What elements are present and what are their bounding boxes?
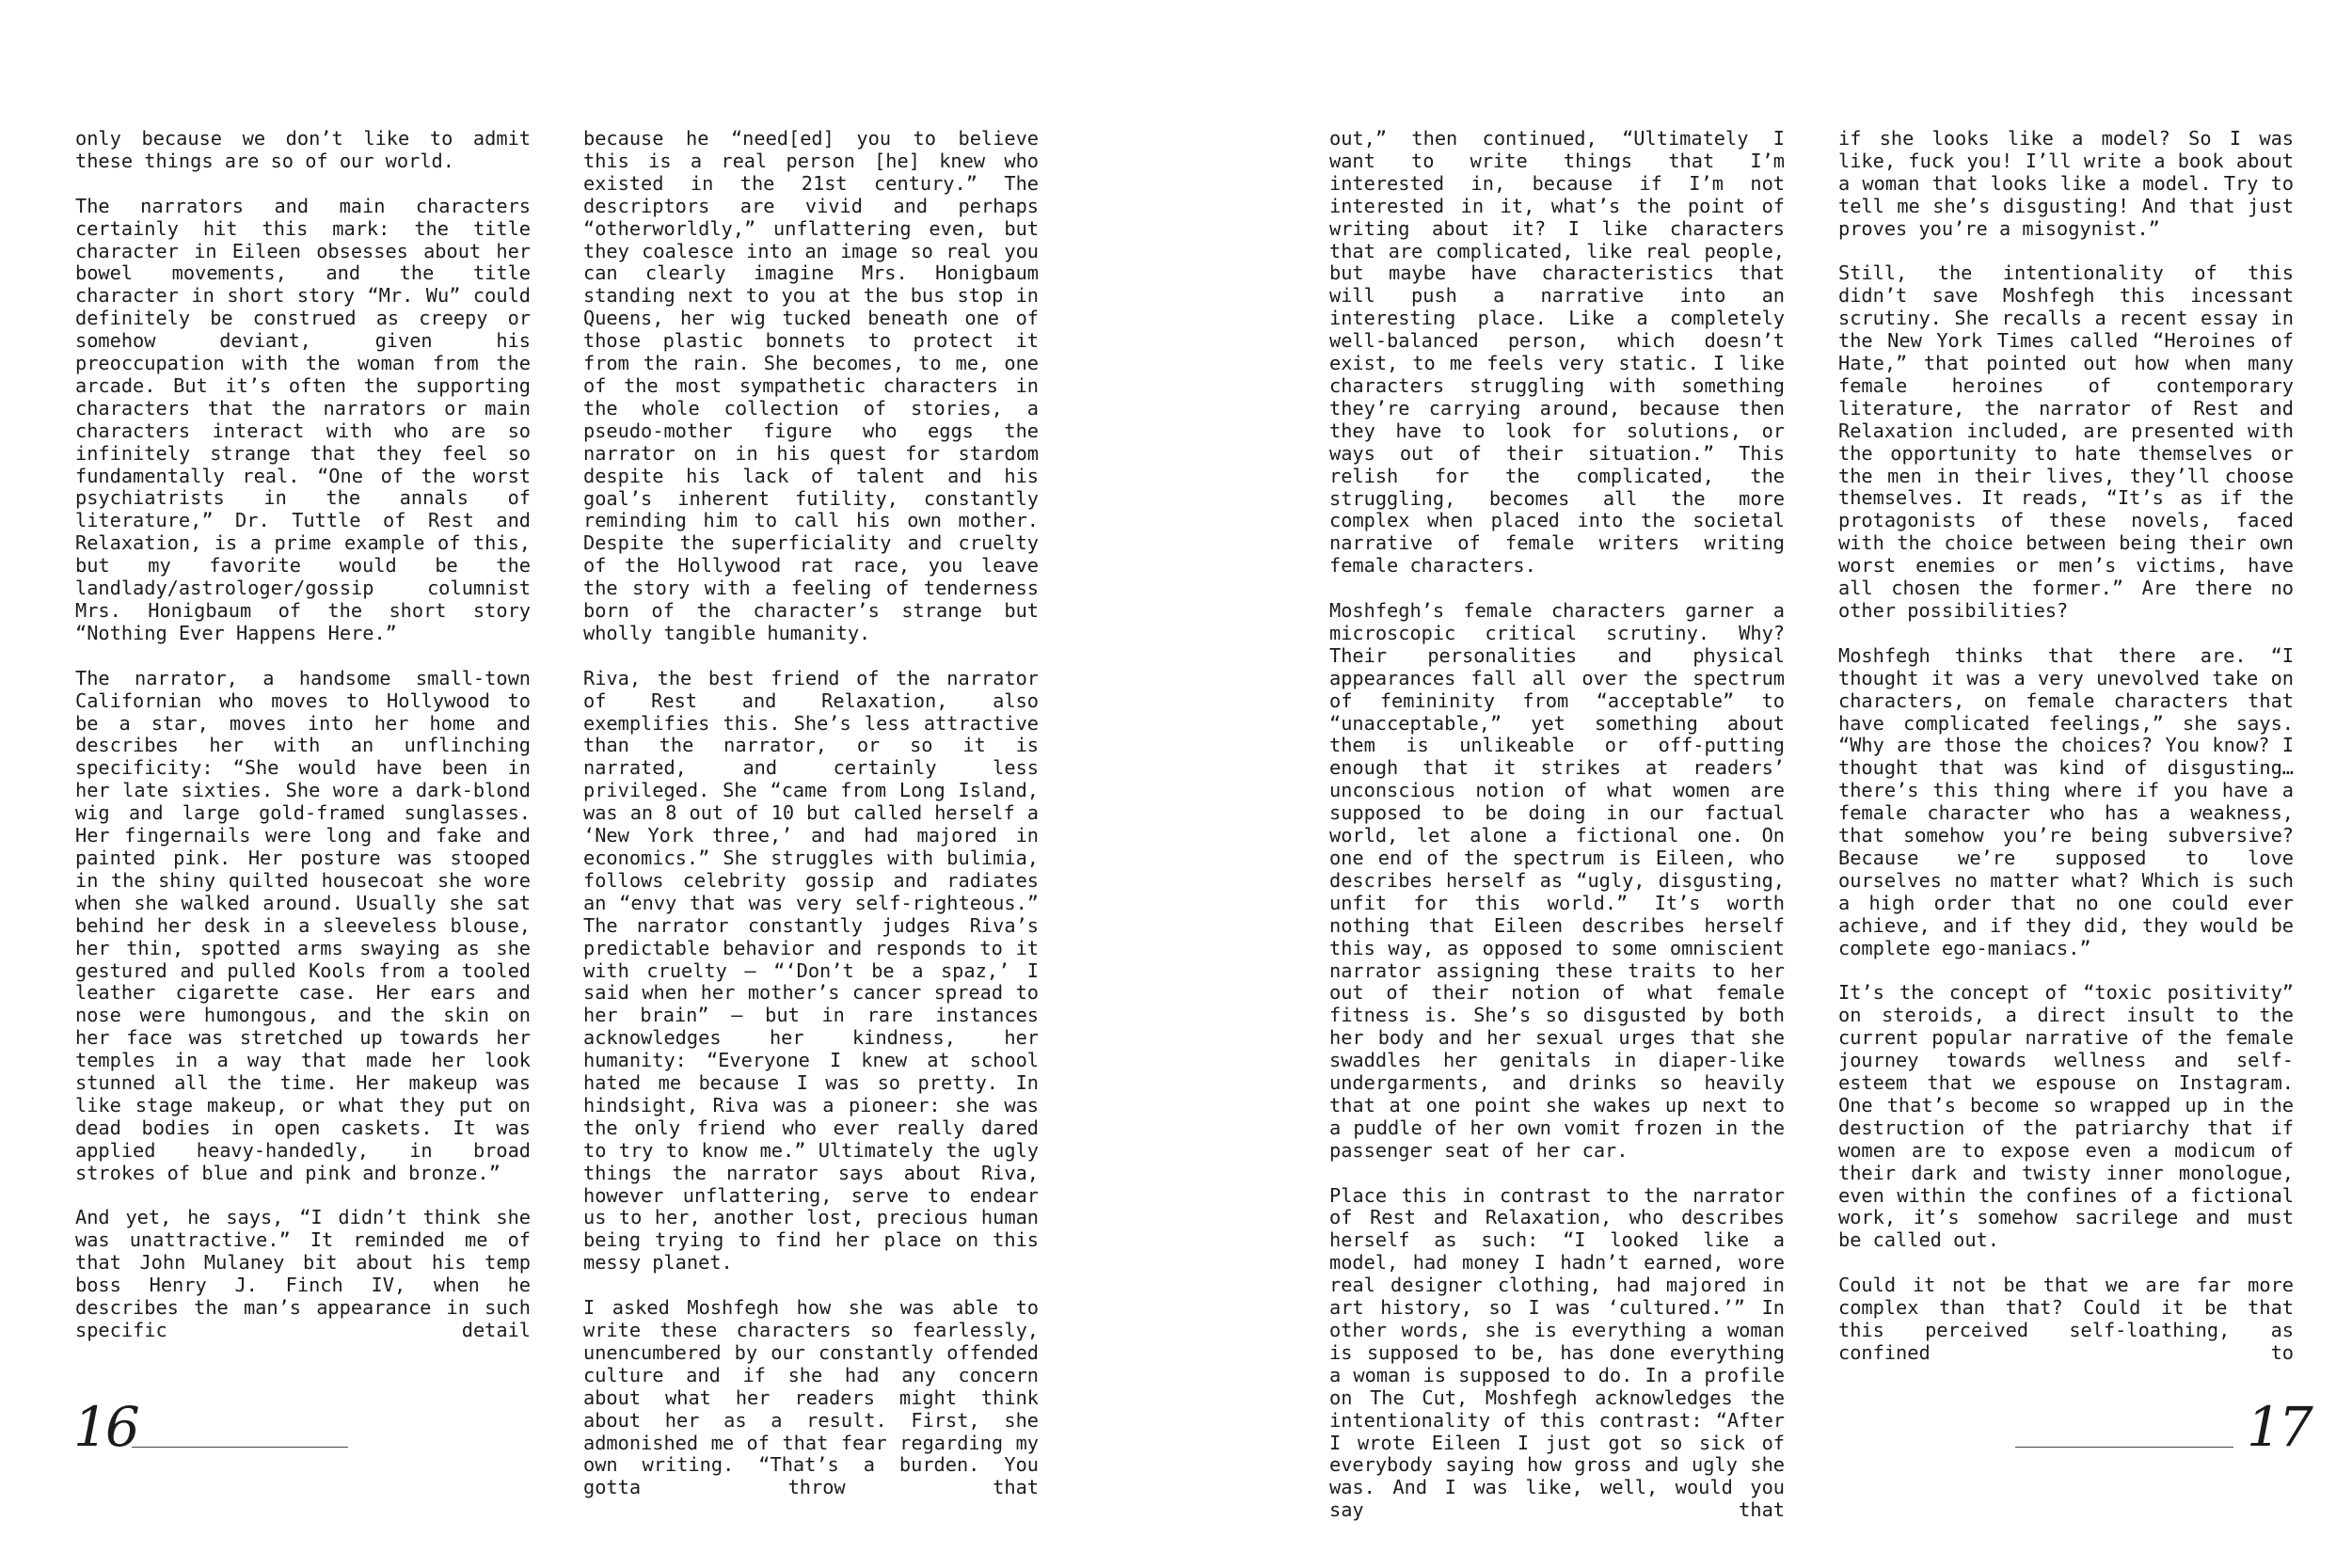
paragraph: I asked Moshfegh how she was able to write these characters so fearlessly, unencumbered by our constantly offended culture and if she had any concern about what her readers might think about her as a result. First, she admonished me of that fear regarding my own writing. “That’s a burden. You gotta throw that — [583, 1296, 1039, 1499]
paragraph: And yet, he says, “I didn’t think she was unattractive.” It reminded me of that John Mulaney bit about his temp boss Henry J. Finch IV, when he describes the man’s appearance in such specific detail — [75, 1206, 531, 1341]
right-page-column-1 — [1329, 128, 1785, 1544]
paragraph: It’s the concept of “toxic positivity” on steroids, a direct insult to the current popular narrative of the female journey towards wellness and self-esteem that we espouse on Instagram. One that’s become so wrapped up in the destruction of the patriarchy that if women are to expose even a modicum of their dark and twisty inner monologue, even within the confines of a fictional work, it’s somehow sacrilege and must be called out. — [1838, 981, 2294, 1252]
paragraph: Moshfegh thinks that there are. “I thought it was a very unevolved take on characters, on female characters that have complicated feelings,” she says. “Why are those the choices? You know? I thought that was kind of disgusting… there’s this thing where if you have a female character who has a weakness, that somehow you’re being subversive? Because we’re supposed to love ourselves no matter what? Which is such a high order that no one could ever achieve, and if they did, they would be complete ego-maniacs.” — [1838, 643, 2294, 959]
paragraph: Still, the intentionality of this didn’t save Moshfegh this incessant scrutiny. She recalls a recent essay in the New York Times called “Heroines of Hate,” that pointed out how when many female heroines of contemporary literature, the narrator of Rest and Relaxation included, are presented with the opportunity to hate themselves or the men in their lives, they’ll choose themselves. It reads, “It’s as if the protagonists of these novels, faced with the choice between being their own worst enemies or men’s victims, have all chosen the former.” Are there no other possibilities? — [1838, 261, 2294, 623]
paragraph: only because we don’t like to admit these things are so of our world. — [75, 127, 531, 172]
folio-rule-left — [132, 1447, 348, 1448]
page-number-left: 16 — [73, 1395, 137, 1459]
left-page-column-1 — [75, 128, 531, 1365]
paragraph: Place this in contrast to the narrator of Rest and Relaxation, who describes herself as such: “I looked like a model, had money I hadn’t earned, wore real designer clothing, had majored in art history, so I was ‘cultured.’” In other words, she is everything a woman is supposed to be, has done everything a woman is supposed to do. In a profile on The Cut, Moshfegh acknowledges the intentionality of this contrast: “After I wrote Eileen I just got so sick of everybody saying how gross and ugly she was. And I was like, well, would you say that — [1329, 1183, 1785, 1522]
paragraph: The narrators and main characters certainly hit this mark: the title character in Eileen obsesses about her bowel movements, and the title character in short story “Mr. Wu” could definitely be construed as creepy or somehow deviant, given his preoccupation with the woman from the arcade. But it’s often the supporting characters that the narrators or main characters interact with who are so infinitely strange that they feel so fundamentally real. “One of the worst psychiatrists in the annals of literature,” Dr. Tuttle of Rest and Relaxation, is a prime example of this, but my favorite would be the landlady/astrologer/gossip columnist Mrs. Honigbaum of the short story “Nothing Ever Happens Here.” — [75, 194, 531, 644]
paragraph: because he “need[ed] you to believe this is a real person [he] knew who existed in the 21st century.” The descriptors are vivid and perhaps “otherworldly,” unflattering even, but they coalesce into an image so real you can clearly imagine Mrs. Honigbaum standing next to you at the bus stop in Queens, her wig tucked beneath one of those plastic bonnets to protect it from the rain. She becomes, to me, one of the most sympathetic characters in the whole collection of stories, a pseudo-mother figure who eggs the narrator on in his quest for stardom despite his lack of talent and his goal’s inherent futility, constantly reminding him to call his own mother. Despite the superficiality and cruelty of the Hollywood rat race, you leave the story with a feeling of tenderness born of the character’s strange but wholly tangible humanity. — [583, 127, 1039, 644]
paragraph: Riva, the best friend of the narrator of Rest and Relaxation, also exemplifies this. She’s less attractive than the narrator, or so it is narrated, and certainly less privileged. She “came from Long Island, was an 8 out of 10 but called herself a ‘New York three,’ and had majored in economics.” She struggles with bulimia, follows celebrity gossip and radiates an “envy that was very self-righteous.” The narrator constantly judges Riva’s predictable behavior and responds to it with cruelty – “‘Don’t be a spaz,’ I said when her mother’s cancer spread to her brain” – but in rare instances acknowledges her kindness, her humanity: “Everyone I knew at school hated me because I was so pretty. In hindsight, Riva was a pioneer: she was the only friend who ever really dared to try to know me.” Ultimately the ugly things the narrator says about Riva, however unflattering, serve to endear us to her, another lost, precious human being trying to find her place on this messy planet. — [583, 666, 1039, 1275]
left-page-column-2 — [583, 128, 1039, 1522]
folio-rule-right — [2015, 1447, 2233, 1448]
paragraph: Moshfegh’s female characters garner a microscopic critical scrutiny. Why? Their personalities and physical appearances fall all over the spectrum of femininity from “acceptable” to “unacceptable,” yet something about them is unlikeable or off-putting enough that it strikes at readers’ unconscious notion of what women are supposed to be doing in our factual world, let alone a fictional one. On one end of the spectrum is Eileen, who describes herself as “ugly, disgusting, unfit for this world.” It’s worth nothing that Eileen describes herself this way, as opposed to some omniscient narrator assigning these traits to her out of their notion of what female fitness is. She’s so disgusted by both her body and her sexual urges that she swaddles her genitals in diaper-like undergarments, and drinks so heavily that at one point she wakes up next to a puddle of her own vomit frozen in the passenger seat of her car. — [1329, 599, 1785, 1162]
page-number-right: 17 — [2247, 1395, 2311, 1459]
paragraph: Could it not be that we are far more complex than that? Could it be that this perceived self-loathing, as confined to — [1838, 1274, 2294, 1364]
paragraph: if she looks like a model? So I was like, fuck you! I’ll write a book about a woman that looks like a model. Try to tell me she’s disgusting! And that just proves you’re a misogynist.” — [1838, 127, 2294, 240]
paragraph: The narrator, a handsome small-town Californian who moves to Hollywood to be a star, moves into her home and describes her with an unflinching specificity: “She would have been in her late sixties. She wore a dark-blond wig and large gold-framed sunglasses. Her fingernails were long and fake and painted pink. Her posture was stooped in the shiny quilted housecoat she wore when she walked around. Usually she sat behind her desk in a sleeveless blouse, her thin, spotted arms swaying as she gestured and pulled Kools from a tooled leather cigarette case. Her ears and nose were humongous, and the skin on her face was stretched up towards her temples in a way that made her look stunned all the time. Her makeup was like stage makeup, or what they put on dead bodies in open caskets. It was applied heavy-handedly, in broad strokes of blue and pink and bronze.” — [75, 666, 531, 1184]
right-page-column-2 — [1838, 128, 2294, 1387]
paragraph: out,” then continued, “Ultimately I want to write things that I’m interested in, because if I’m not interested in it, what’s the point of writing about it? I like characters that are complicated, like real people, but maybe have characteristics that will push a narrative into an interesting place. Like a completely well-balanced person, which doesn’t exist, to me feels very static. I like characters struggling with something they’re carrying around, because then they have to look for solutions, or ways out of their situation.” This relish for the complicated, the struggling, becomes all the more complex when placed into the societal narrative of female writers writing female characters. — [1329, 127, 1785, 578]
